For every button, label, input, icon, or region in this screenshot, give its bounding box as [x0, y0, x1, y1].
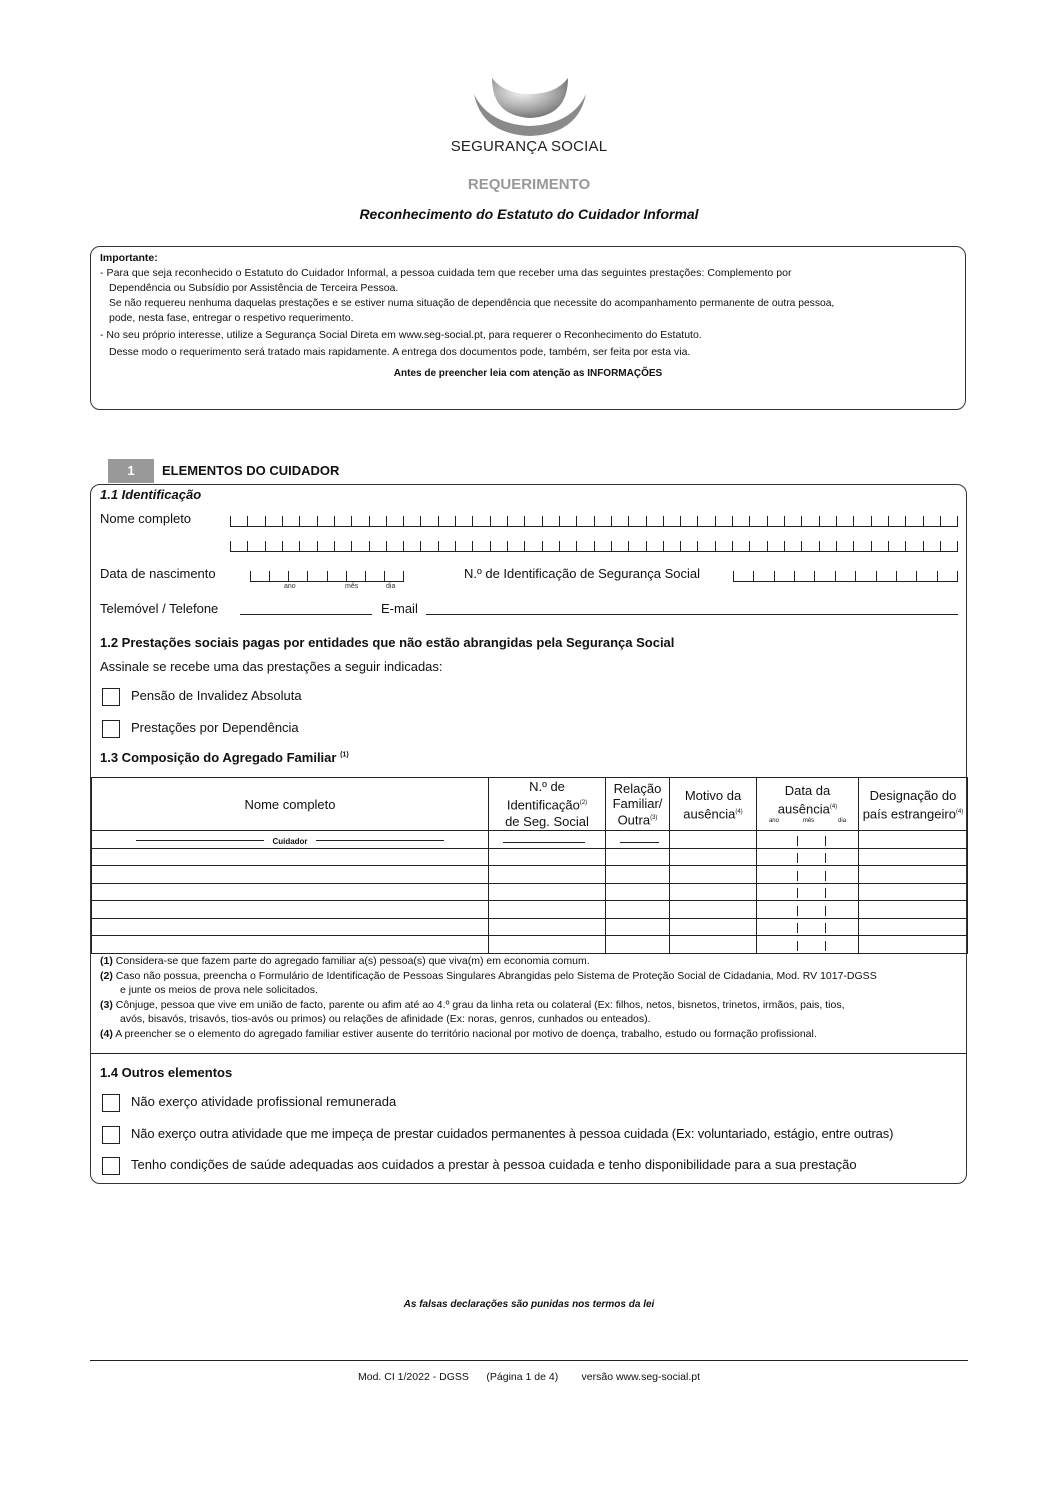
household-cell[interactable] [859, 848, 968, 866]
input-cell[interactable] [230, 541, 247, 551]
household-cell[interactable] [92, 831, 489, 849]
input-cell[interactable] [438, 541, 455, 551]
footnote-text: Considera-se que fazem parte do agregado familiar a(s) pessoa(s) que viva(m) em economia comum. [115, 955, 590, 967]
subsection-1-4-title: 1.4 Outros elementos [100, 1065, 233, 1080]
household-cell[interactable] [670, 831, 757, 849]
input-cell[interactable] [871, 516, 888, 526]
subsection-1-3-note: (1) [340, 751, 349, 759]
section-title: ELEMENTOS DO CUIDADOR [162, 463, 340, 478]
phone-label: Telemóvel / Telefone [100, 601, 219, 616]
input-cell[interactable] [282, 541, 299, 551]
footer-page: (Página 1 de 4) [486, 1371, 559, 1383]
important-line: - Para que seja reconhecido o Estatuto do Cuidador Informal, a pessoa cuidada tem que receber uma das seguintes prestações: Complemento por [100, 267, 792, 279]
col-country [859, 778, 968, 831]
input-cell[interactable] [853, 516, 870, 526]
input-cell[interactable] [767, 541, 784, 551]
input-cell[interactable] [247, 541, 264, 551]
no-paid-activity-label: Não exerço atividade profissional remunerada [131, 1094, 397, 1109]
input-cell[interactable] [923, 516, 940, 526]
birth-date-label: Data de nascimento [100, 566, 216, 581]
input-cell[interactable] [346, 571, 365, 581]
household-cell[interactable] [92, 936, 489, 954]
input-cell[interactable] [351, 516, 368, 526]
no-paid-activity-checkbox[interactable] [102, 1094, 120, 1112]
household-cell[interactable] [92, 901, 489, 919]
input-cell[interactable] [524, 516, 541, 526]
birth-date-month-hint: mês [345, 583, 359, 590]
household-cell[interactable] [92, 848, 489, 866]
household-cell[interactable] [92, 866, 489, 884]
footnote-number: (4) [100, 1027, 113, 1040]
footer [0, 1371, 1058, 1383]
household-cell[interactable] [489, 866, 606, 884]
household-row [92, 883, 968, 901]
col-full-name: Nome completo [92, 778, 489, 831]
col-niss-b: de Seg. Social [505, 814, 589, 830]
input-cell[interactable] [369, 516, 386, 526]
input-cell[interactable] [680, 516, 697, 526]
col-relation-note: (3) [650, 815, 658, 821]
input-cell[interactable] [455, 516, 472, 526]
household-cell[interactable] [489, 936, 606, 954]
niss-field[interactable] [733, 563, 958, 582]
input-cell[interactable] [940, 541, 958, 551]
input-cell[interactable] [646, 516, 663, 526]
input-cell[interactable] [896, 571, 916, 581]
input-cell[interactable] [697, 541, 714, 551]
input-cell[interactable] [472, 516, 489, 526]
invalidity-pension-checkbox[interactable] [102, 688, 120, 706]
input-cell[interactable] [472, 541, 489, 551]
household-cell[interactable] [757, 918, 859, 936]
full-name-label: Nome completo [100, 511, 192, 526]
input-cell[interactable] [836, 541, 853, 551]
important-line: - No seu próprio interesse, utilize a Segurança Social Direta em www.seg-social.pt, para requerer o Reconhecimento do Estatuto. [100, 329, 702, 341]
phone-field[interactable] [240, 614, 372, 615]
input-cell[interactable] [611, 516, 628, 526]
footnote-number: (3) [100, 998, 113, 1011]
input-cell[interactable] [905, 541, 922, 551]
full-name-field-line-1[interactable] [230, 508, 958, 527]
input-cell[interactable] [490, 516, 507, 526]
input-cell[interactable] [288, 571, 307, 581]
input-cell[interactable] [351, 541, 368, 551]
input-cell[interactable] [819, 541, 836, 551]
subsection-1-3-title-text: 1.3 Composição do Agregado Familiar [100, 750, 337, 765]
household-cell[interactable] [859, 866, 968, 884]
important-line: pode, nesta fase, entregar o respetivo requerimento. [109, 312, 354, 324]
input-cell[interactable] [715, 541, 732, 551]
input-cell[interactable] [749, 541, 766, 551]
household-cell[interactable] [606, 848, 670, 866]
household-cell[interactable] [92, 918, 489, 936]
household-table [91, 777, 968, 954]
input-cell[interactable] [247, 516, 264, 526]
input-cell[interactable] [628, 516, 645, 526]
household-row [92, 848, 968, 866]
important-line: Desse modo o requerimento será tratado mais rapidamente. A entrega dos documentos pode, também, ser feita por esta via. [109, 346, 691, 358]
footnote-number: (1) [100, 955, 113, 967]
input-cell[interactable] [646, 541, 663, 551]
input-cell[interactable] [265, 516, 282, 526]
input-cell[interactable] [611, 541, 628, 551]
household-cell[interactable] [670, 936, 757, 954]
input-cell[interactable] [594, 516, 611, 526]
form-title: REQUERIMENTO [467, 176, 591, 193]
input-cell[interactable] [559, 541, 576, 551]
col-country-note: (4) [955, 808, 964, 815]
footnote-number: (2) [100, 969, 113, 982]
footnotes-divider [91, 1053, 967, 1054]
household-cell[interactable] [757, 883, 859, 901]
household-row [92, 918, 968, 936]
household-cell[interactable] [757, 866, 859, 884]
input-cell[interactable] [542, 516, 559, 526]
health-conditions-checkbox[interactable] [102, 1157, 120, 1175]
household-cell[interactable] [859, 918, 968, 936]
input-cell[interactable] [905, 516, 922, 526]
household-cell[interactable] [859, 883, 968, 901]
input-cell[interactable] [384, 571, 404, 581]
footnote [100, 1027, 960, 1042]
col-country-b: país estrangeiro [862, 805, 956, 821]
col-absence-a: Data da [784, 783, 831, 798]
input-cell[interactable] [250, 571, 269, 581]
input-cell[interactable] [835, 571, 855, 581]
input-cell[interactable] [749, 516, 766, 526]
input-cell[interactable] [282, 516, 299, 526]
input-cell[interactable] [715, 516, 732, 526]
input-cell[interactable] [663, 541, 680, 551]
household-cell[interactable] [670, 848, 757, 866]
col-absence-note: (4) [829, 804, 838, 810]
input-cell[interactable] [420, 541, 437, 551]
household-cell[interactable] [757, 848, 859, 866]
footnote-text: A preencher se o elemento do agregado familiar estiver ausente do território nacional por motivo de doença, trabalho, estudo ou formação profissional. [115, 1027, 817, 1040]
invalidity-pension-label: Pensão de Invalidez Absoluta [131, 688, 302, 703]
input-cell[interactable] [559, 516, 576, 526]
household-cell[interactable] [489, 883, 606, 901]
col-relation-b: Familiar/ [612, 796, 663, 811]
full-name-field-line-2[interactable] [230, 533, 958, 552]
household-cell[interactable] [606, 831, 670, 849]
col-relation-a: Relação [613, 781, 662, 796]
household-cell[interactable] [859, 936, 968, 954]
subsection-1-1-title: 1.1 Identificação [100, 487, 202, 502]
col-absence-date [757, 778, 859, 831]
footnote [100, 969, 960, 984]
input-cell[interactable] [794, 571, 814, 581]
household-cell[interactable] [606, 866, 670, 884]
household-row [92, 936, 968, 954]
input-cell[interactable] [507, 541, 524, 551]
input-cell[interactable] [334, 516, 351, 526]
col-absence-year: ano [768, 818, 779, 825]
col-relation [606, 778, 670, 831]
household-cell[interactable] [757, 936, 859, 954]
birth-date-day-hint: dia [386, 583, 396, 590]
input-cell[interactable] [753, 571, 773, 581]
household-header-row [92, 778, 968, 831]
input-cell[interactable] [888, 516, 905, 526]
input-cell[interactable] [317, 516, 334, 526]
footnote [100, 954, 960, 969]
section-number: 1 [108, 459, 154, 483]
form-subtitle: Reconhecimento do Estatuto do Cuidador Informal [359, 206, 699, 222]
important-note: Antes de preencher leia com atenção as INFORMAÇÕES [393, 368, 663, 379]
household-cell[interactable] [670, 883, 757, 901]
false-declarations-warning: As falsas declarações são punidas nos termos da lei [403, 1299, 655, 1310]
input-cell[interactable] [888, 541, 905, 551]
health-conditions-label: Tenho condições de saúde adequadas aos cuidados a prestar à pessoa cuidada e tenho disponibilidade para a sua prestação [131, 1157, 857, 1172]
dependency-benefit-label: Prestações por Dependência [131, 720, 299, 735]
input-cell[interactable] [697, 516, 714, 526]
input-cell[interactable] [855, 571, 875, 581]
input-cell[interactable] [507, 516, 524, 526]
household-cell[interactable] [859, 901, 968, 919]
input-cell[interactable] [365, 571, 384, 581]
col-motive-b: ausência [683, 805, 736, 821]
input-cell[interactable] [916, 571, 936, 581]
input-cell[interactable] [871, 541, 888, 551]
input-cell[interactable] [369, 541, 386, 551]
input-cell[interactable] [774, 571, 794, 581]
important-line: Dependência ou Subsídio por Assistência de Terceira Pessoa. [109, 282, 399, 294]
input-cell[interactable] [317, 541, 334, 551]
col-absence-month: mês [802, 818, 815, 825]
input-cell[interactable] [299, 516, 316, 526]
col-motive-a: Motivo da [684, 787, 742, 803]
input-cell[interactable] [542, 541, 559, 551]
input-cell[interactable] [733, 571, 753, 581]
footnote-text: Cônjuge, pessoa que vive em união de facto, parente ou afim até ao 4.º grau da linha reta ou colateral (Ex: filhos, netos, bisnetos, trinetos, irmãos, pais, tios, [115, 998, 845, 1011]
input-cell[interactable] [576, 516, 593, 526]
input-cell[interactable] [680, 541, 697, 551]
household-cell[interactable] [606, 936, 670, 954]
input-cell[interactable] [663, 516, 680, 526]
niss-label: N.º de Identificação de Segurança Social [464, 566, 701, 581]
input-cell[interactable] [334, 541, 351, 551]
col-niss-note: (2) [579, 800, 588, 806]
input-cell[interactable] [628, 541, 645, 551]
household-cell[interactable] [859, 831, 968, 849]
col-absence-day: dia [838, 818, 847, 825]
col-motive-note: (4) [735, 808, 743, 815]
subsection-1-2-instruction: Assinale se recebe uma das prestações a seguir indicadas: [100, 659, 443, 674]
important-line: Se não requereu nenhuma daquelas prestações e se estiver numa situação de dependência que necessite do acompanhamento permanente de outra pessoa, [109, 298, 835, 309]
email-label: E-mail [381, 601, 418, 616]
household-cell[interactable] [606, 918, 670, 936]
input-cell[interactable] [438, 516, 455, 526]
household-cell[interactable] [489, 918, 606, 936]
col-niss [489, 778, 606, 831]
input-cell[interactable] [801, 541, 818, 551]
input-cell[interactable] [269, 571, 288, 581]
col-country-a: Designação do [869, 787, 957, 803]
household-cell[interactable] [670, 866, 757, 884]
input-cell[interactable] [940, 516, 958, 526]
household-cell[interactable] [757, 831, 859, 849]
input-cell[interactable] [923, 541, 940, 551]
col-motive [670, 778, 757, 831]
household-cell[interactable] [606, 901, 670, 919]
important-notice [90, 246, 966, 410]
input-cell[interactable] [230, 516, 247, 526]
household-cell[interactable] [489, 831, 606, 849]
household-cell[interactable] [757, 901, 859, 919]
input-cell[interactable] [732, 541, 749, 551]
birth-date-field[interactable] [250, 563, 404, 582]
subsection-1-3-title [100, 750, 349, 765]
dependency-benefit-checkbox[interactable] [102, 720, 120, 738]
household-cell[interactable] [489, 901, 606, 919]
footer-model: Mod. CI 1/2022 - DGSS [357, 1371, 469, 1383]
input-cell[interactable] [403, 516, 420, 526]
input-cell[interactable] [403, 541, 420, 551]
input-cell[interactable] [490, 541, 507, 551]
input-cell[interactable] [937, 571, 958, 581]
input-cell[interactable] [876, 571, 896, 581]
important-heading: Importante: [100, 252, 158, 264]
footer-divider [90, 1360, 968, 1361]
col-absence-b: ausência [777, 801, 830, 817]
no-other-activity-label: Não exerço outra atividade que me impeça de prestar cuidados permanentes à pessoa cuidada (Ex: voluntariado, estágio, entre outras) [131, 1126, 894, 1141]
seguranca-social-logo [468, 72, 592, 144]
input-cell[interactable] [576, 541, 593, 551]
household-cell[interactable] [489, 848, 606, 866]
col-relation-c: Outra [617, 812, 651, 828]
col-niss-a: N.º de Identificação [506, 779, 580, 813]
footnote-continued: avós, bisavós, trisavós, tios-avós ou primos) ou relações de afinidade (Ex: noras, genros, cunhados ou enteados). [120, 1013, 651, 1025]
brand-name: SEGURANÇA SOCIAL [450, 138, 608, 155]
footer-version: versão www.seg-social.pt [581, 1371, 701, 1383]
email-field[interactable] [426, 614, 958, 615]
household-cell[interactable] [670, 901, 757, 919]
footnote-continued: e junte os meios de prova nele solicitados. [120, 984, 318, 996]
birth-date-year-hint: ano [284, 583, 296, 590]
household-row [92, 831, 968, 849]
input-cell[interactable] [594, 541, 611, 551]
input-cell[interactable] [455, 541, 472, 551]
input-cell[interactable] [386, 516, 403, 526]
input-cell[interactable] [307, 571, 326, 581]
input-cell[interactable] [784, 516, 801, 526]
input-cell[interactable] [819, 516, 836, 526]
input-cell[interactable] [732, 516, 749, 526]
input-cell[interactable] [814, 571, 834, 581]
caregiver-row-label: Cuidador [272, 837, 308, 847]
input-cell[interactable] [420, 516, 437, 526]
input-cell[interactable] [327, 571, 346, 581]
input-cell[interactable] [853, 541, 870, 551]
household-cell[interactable] [606, 883, 670, 901]
household-row [92, 901, 968, 919]
input-cell[interactable] [265, 541, 282, 551]
input-cell[interactable] [767, 516, 784, 526]
no-other-activity-checkbox[interactable] [102, 1126, 120, 1144]
household-cell[interactable] [92, 883, 489, 901]
footnote [100, 998, 960, 1013]
input-cell[interactable] [299, 541, 316, 551]
input-cell[interactable] [784, 541, 801, 551]
input-cell[interactable] [524, 541, 541, 551]
input-cell[interactable] [386, 541, 403, 551]
footnote-text: Caso não possua, preencha o Formulário de Identificação de Pessoas Singulares Abrangidas pelo Sistema de Proteção Social de Cidadania, Mod. RV 1017-DGSS [115, 969, 877, 982]
input-cell[interactable] [801, 516, 818, 526]
subsection-1-2-title: 1.2 Prestações sociais pagas por entidades que não estão abrangidas pela Segurança Social [100, 635, 675, 650]
household-row [92, 866, 968, 884]
footnotes [100, 954, 960, 1041]
household-cell[interactable] [670, 918, 757, 936]
input-cell[interactable] [836, 516, 853, 526]
